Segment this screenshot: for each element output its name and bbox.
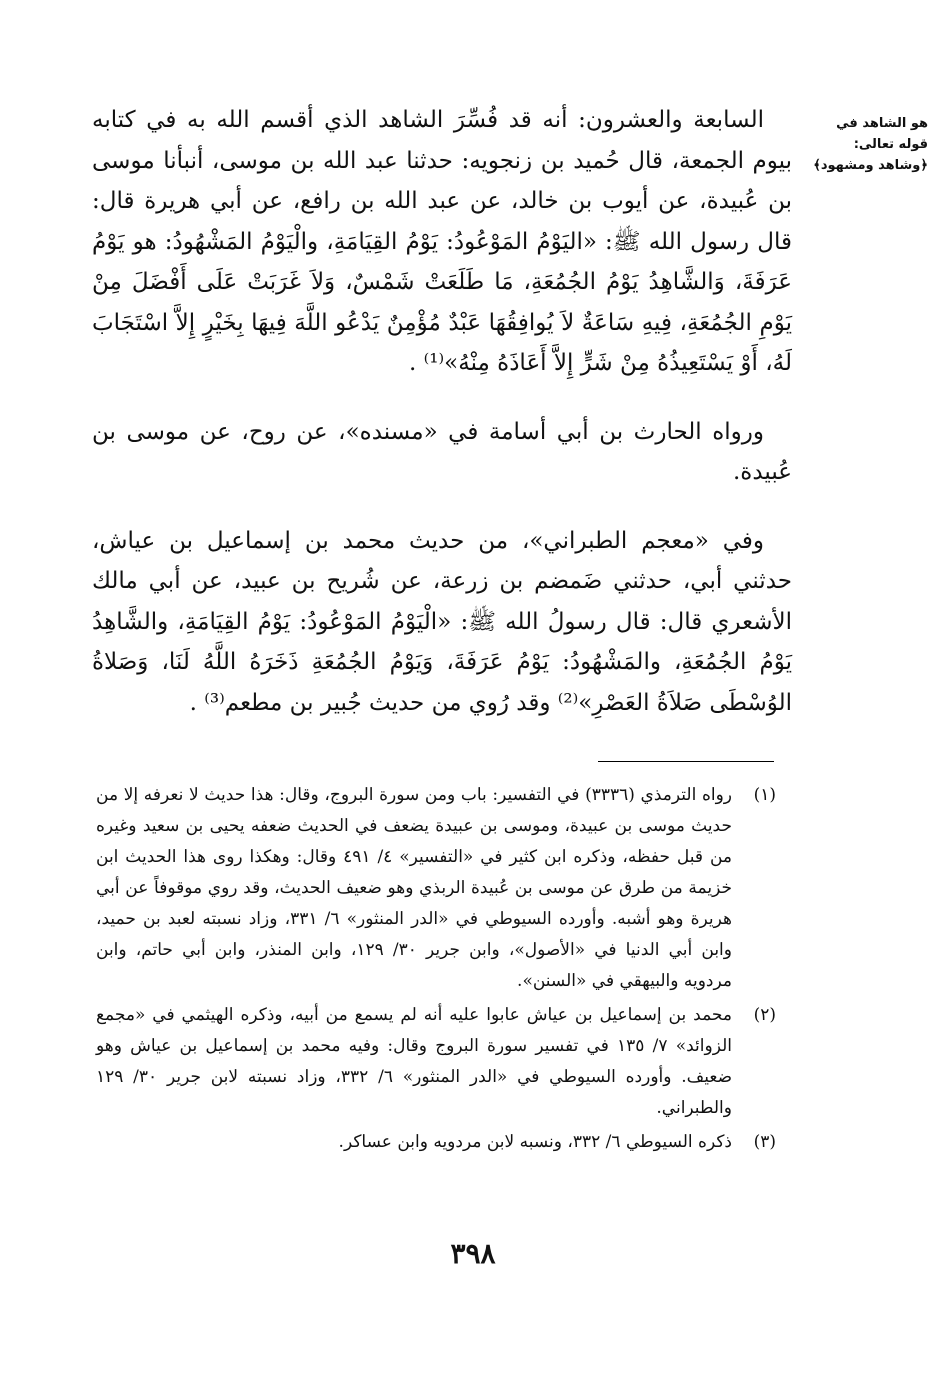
footnote-separator [598, 761, 774, 762]
footnote [96, 1127, 776, 1158]
page-number: ٣٩٨ [450, 1237, 496, 1270]
footnote-number: (٢) [753, 1005, 776, 1025]
footnote [96, 1000, 776, 1124]
footnote-text: محمد بن إسماعيل بن عياش عابوا عليه أنه لم يسمع من أبيه، وذكره الهيثمي في «مجمع الزوائد» ٧/ ١٣٥ في تفسير سورة البروج وقال: وفيه محمد بن إسماعيل بن عياش وهو ضعيف. وأورده السيوطي في «الدر المنثور» ٦/ ٣٣٢، وزاد نسبته لابن جرير ٣٠/ ١٢٩ والطبراني. [96, 1005, 733, 1118]
footnotes [96, 780, 776, 1158]
paragraph-2: ورواه الحارث بن أبي أسامة في «مسنده»، عن روح، عن موسى بن عُبيدة. [92, 418, 792, 485]
footnote [96, 780, 776, 997]
margin-heading-note: هو الشاهد في قوله تعالى: ﴿وشاهد ومشهود﴾ [813, 116, 928, 173]
footnote-number: (٣) [753, 1132, 776, 1152]
footnote-number: (١) [753, 785, 776, 805]
footnote-text: ذكره السيوطي ٦/ ٣٣٢، ونسبه لابن مردويه وابن عساكر. [338, 1132, 732, 1152]
paragraph-1: السابعة والعشرون: أنه قد فُسِّرَ الشاهد الذي أقسم الله به في كتابه بيوم الجمعة، قال حُميد بن زنجويه: حدثنا عبد الله بن موسى، أنبأنا موسى بن عُبيدة، عن أيوب بن خالد، عن عبد الله بن رافع، عن أبي هريرة قال: قال رسول الله ﷺ: «اليَوْمُ المَوْعُودُ: يَوْمُ القِيَامَةِ، والْيَوْمُ المَشْهُودُ: هو يَوْمُ عَرَفَةَ، وَالشَّاهِدُ يَوْمُ الجُمُعَةِ، مَا طَلَعَتْ شَمْسٌ، وَلاَ غَرَبَتْ عَلَى أَفْضَلَ مِنْ يَوْمِ الجُمُعَةِ، فِيهِ سَاعَةٌ لاَ يُوافِقُهَا عَبْدٌ مُؤْمِنٌ يَدْعُو اللَّهَ فِيهَا بِخَيْرٍ إِلاَّ اسْتَجَابَ لَهُ، أَوْ يَسْتَعِيذُهُ مِنْ شَرٍّ إِلاَّ أَعَاذَهُ مِنْهُ»⁽¹⁾ . [92, 107, 792, 376]
footnote-text: رواه الترمذي (٣٣٣٦) في التفسير: باب ومن سورة البروج، وقال: هذا حديث لا نعرفه إلا من حديث موسى بن عبيدة، وموسى بن عبيدة يضعف في الحديث ضعفه يحيى بن سعيد وغيره من قبل حفظه، وذكره ابن كثير في «التفسير» ٤/ ٤٩١ وقال: وهكذا روى هذا الحديث ابن خزيمة من طرق عن موسى بن عُبيدة الربذي وهو ضعيف الحديث، وقد روي موقوفاً عن أبي هريرة وهو أشبه. وأورده السيوطي في «الدر المنثور» ٦/ ٣٣١، وزاد نسبته لعبد بن حميد، وابن أبي الدنيا في «الأصول»، وابن جرير ٣٠/ ١٢٩، وابن المنذر، وابن أبي حاتم، وابن مردويه والبيهقي في «السنن». [96, 785, 732, 991]
paragraph-3: وفي «معجم الطبراني»، من حديث محمد بن إسماعيل بن عياش، حدثني أبي، حدثني ضَمضم بن زرعة، عن شُريح بن عبيد، عن أبي مالك الأشعري قال: قال رسولُ الله ﷺ: «الْيَوْمُ المَوْعُودُ: يَوْمُ القِيَامَةِ، والشَّاهِدُ يَوْمُ الجُمُعَةِ، والمَشْهُودُ: يَوْمُ عَرَفَةَ، وَيَوْمُ الجُمُعَةِ ذَخَرَهُ اللَّهُ لَنَا، وَصَلاةُ الوُسْطَى صَلاَةُ العَصْرِ»⁽²⁾ وقد رُوي من حديث جُبير بن مطعم⁽³⁾ . [92, 527, 792, 716]
main-text [92, 100, 792, 723]
